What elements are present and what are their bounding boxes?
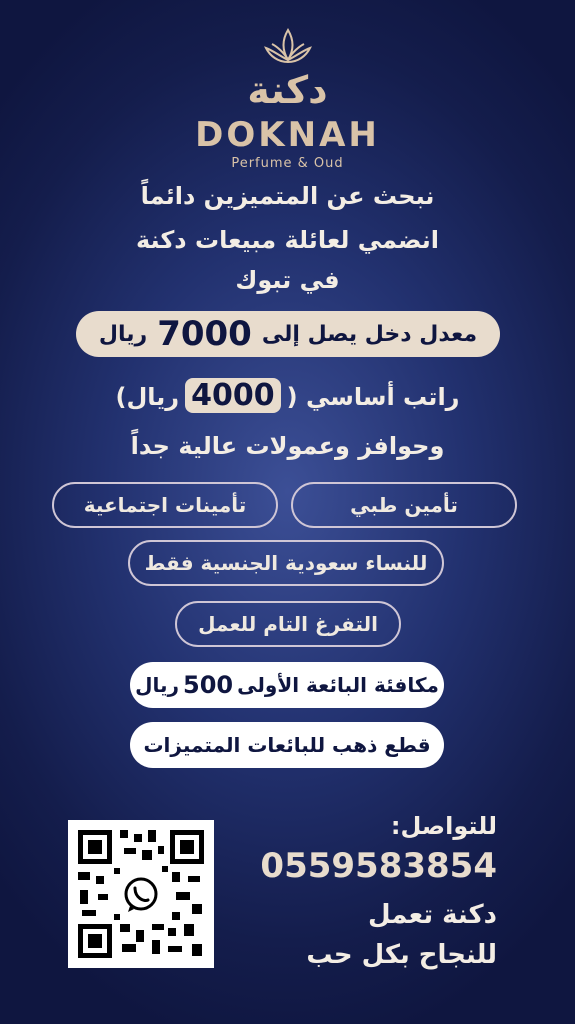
salary-amount: 4000 xyxy=(185,378,281,413)
qr-code-icon xyxy=(68,820,214,968)
bonus-currency: ريال xyxy=(135,673,180,697)
bonus-amount: 500 xyxy=(183,671,234,699)
phone-number[interactable]: 0559583854 xyxy=(260,846,497,886)
qr-code[interactable] xyxy=(68,820,214,968)
salary-suffix: ريال) xyxy=(115,383,180,411)
slogan-line-1: دكنة تعمل xyxy=(368,900,497,930)
income-amount: 7000 xyxy=(157,314,252,354)
bonus-pill xyxy=(130,662,444,708)
income-prefix: معدل دخل يصل إلى xyxy=(261,321,478,347)
slogan-line-2: للنجاح بكل حب xyxy=(306,940,497,970)
income-suffix: ريال xyxy=(98,321,148,347)
benefit-full-time: التفرغ التام للعمل xyxy=(175,601,401,647)
contact-label: للتواصل: xyxy=(390,812,497,840)
income-pill xyxy=(76,311,500,357)
logo-english: DOKNAH xyxy=(195,115,380,155)
logo-tagline: Perfume & Oud xyxy=(231,156,344,171)
benefit-medical-insurance: تأمين طبي xyxy=(291,482,517,528)
benefit-saudi-women-only: للنساء سعودية الجنسية فقط xyxy=(128,540,444,586)
headline-line-3: في تبوك xyxy=(235,266,340,294)
headline-line-1: نبحث عن المتميزين دائماً xyxy=(140,182,435,210)
gold-pill: قطع ذهب للبائعات المتميزات xyxy=(130,722,444,768)
incentives-line: وحوافز وعمولات عالية جداً xyxy=(130,432,445,460)
logo-arabic: دكنة xyxy=(247,68,328,112)
bonus-text: مكافئة البائعة الأولى xyxy=(237,673,439,697)
headline-line-2: انضمي لعائلة مبيعات دكنة xyxy=(135,226,439,254)
benefit-social-insurance: تأمينات اجتماعية xyxy=(52,482,278,528)
lotus-logo-icon xyxy=(262,26,314,72)
salary-line xyxy=(0,378,575,413)
salary-prefix: راتب أساسي ( xyxy=(286,383,460,411)
